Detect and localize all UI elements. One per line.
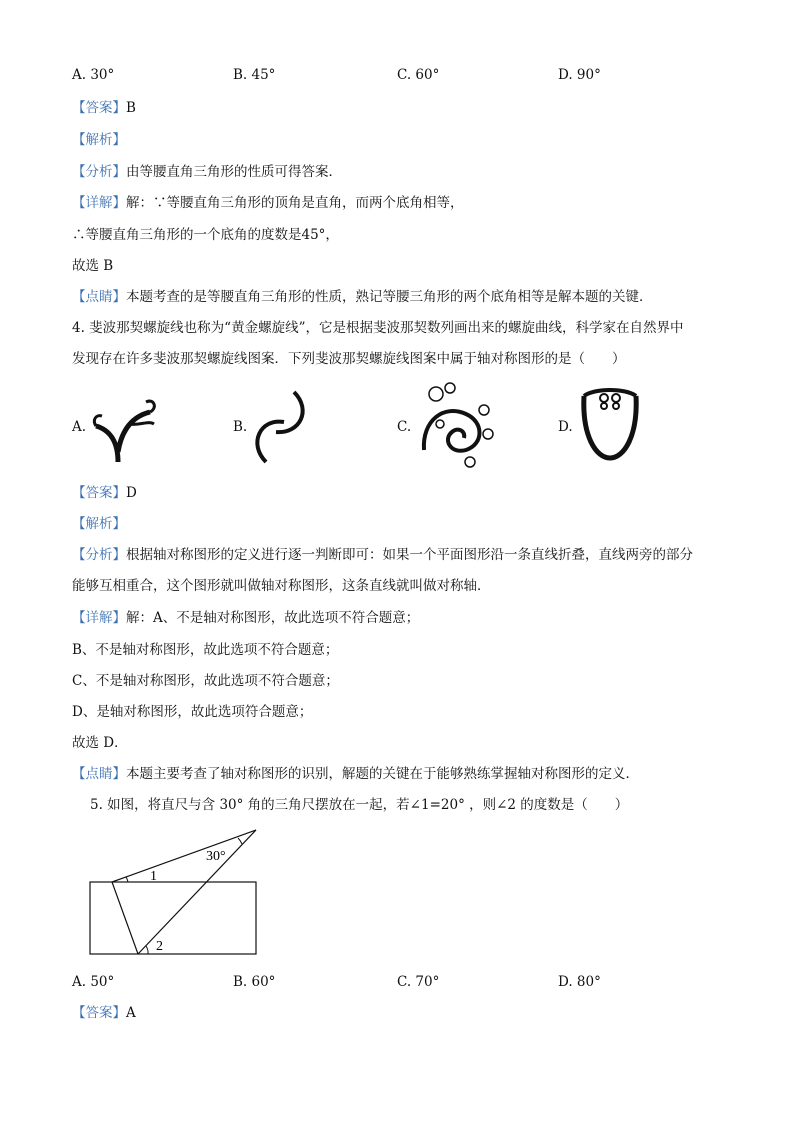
triangle-hypotenuse xyxy=(138,830,256,954)
q3-solution-line: ∴等腰直角三角形的一个底角的度数是45°， xyxy=(72,227,339,243)
q5-option-a: A. 50° xyxy=(72,974,115,990)
q4-line-d: D、是轴对称图形，故此选项符合题意； xyxy=(72,704,313,720)
q4-xiangjie: 【详解】解：A、不是轴对称图形，故此选项不符合题意； xyxy=(72,610,420,626)
q3-option-b: B. 45° xyxy=(233,67,276,83)
q3-option-d: D. 90° xyxy=(558,67,601,83)
triangle-side-top xyxy=(112,830,256,882)
q4-fenxi-line2: 能够互相重合，这个图形就叫做轴对称图形，这条直线就叫做对称轴． xyxy=(72,578,491,594)
q5-option-b: B. 60° xyxy=(233,974,276,990)
q4-figure-b-spiral xyxy=(250,388,310,466)
q5-ruler-triangle-figure xyxy=(88,826,264,960)
angle-1-label: 1 xyxy=(150,869,157,884)
q5-stem: 5. 如图，将直尺与含 30° 角的三角尺摆放在一起，若∠1=20° ，则∠2 的度数是（ ） xyxy=(90,797,629,813)
q3-answer: 【答案】B xyxy=(72,100,136,116)
q3-option-c: C. 60° xyxy=(397,67,440,83)
q4-choice: 故选 D． xyxy=(72,735,128,751)
q4-figure-c-spiral xyxy=(414,380,496,470)
q4-figure-d-spiral xyxy=(580,386,640,462)
q3-fenxi: 【分析】由等腰直角三角形的性质可得答案． xyxy=(72,164,342,180)
q4-figure-a-spiral xyxy=(88,392,168,462)
q4-option-b-label: B. xyxy=(233,419,248,435)
q5-answer: 【答案】A xyxy=(72,1005,136,1021)
q4-answer: 【答案】D xyxy=(72,485,137,501)
q3-jiexi-heading: 【解析】 xyxy=(72,132,126,148)
q3-dianjing: 【点睛】本题考查的是等腰直角三角形的性质，熟记等腰三角形的两个底角相等是解本题的关键． xyxy=(72,289,653,305)
q4-option-d-label: D. xyxy=(558,419,573,435)
q5-option-d: D. 80° xyxy=(558,974,601,990)
q4-option-a-label: A. xyxy=(72,419,87,435)
triangle-side-left xyxy=(112,882,138,954)
angle-30-label: 30° xyxy=(206,849,226,864)
q4-jiexi-heading: 【解析】 xyxy=(72,516,126,532)
q4-fenxi: 【分析】根据轴对称图形的定义进行逐一判断即可：如果一个平面图形沿一条直线折叠，直线两旁的部分 xyxy=(72,547,693,563)
q3-option-a: A. 30° xyxy=(72,67,115,83)
q4-option-c-label: C. xyxy=(397,419,412,435)
q4-line-b: B、不是轴对称图形，故此选项不符合题意； xyxy=(72,642,339,658)
q5-option-c: C. 70° xyxy=(397,974,440,990)
q4-dianjing: 【点睛】本题主要考查了轴对称图形的识别，解题的关键在于能够熟练掌握轴对称图形的定义． xyxy=(72,766,639,782)
q4-line-c: C、不是轴对称图形，故此选项不符合题意； xyxy=(72,673,339,689)
q3-xiangjie: 【详解】解：∵等腰直角三角形的顶角是直角，而两个底角相等， xyxy=(72,195,464,211)
q4-stem-line2: 发现存在许多斐波那契螺旋线图案．下列斐波那契螺旋线图案中属于轴对称图形的是（ ） xyxy=(72,351,626,367)
angle-2-label: 2 xyxy=(156,939,163,954)
q3-choice: 故选 B xyxy=(72,258,114,274)
q4-stem-line1: 4. 斐波那契螺旋线也称为“黄金螺旋线”，它是根据斐波那契数列画出来的螺旋曲线，科学家在自然界中 xyxy=(72,320,684,336)
